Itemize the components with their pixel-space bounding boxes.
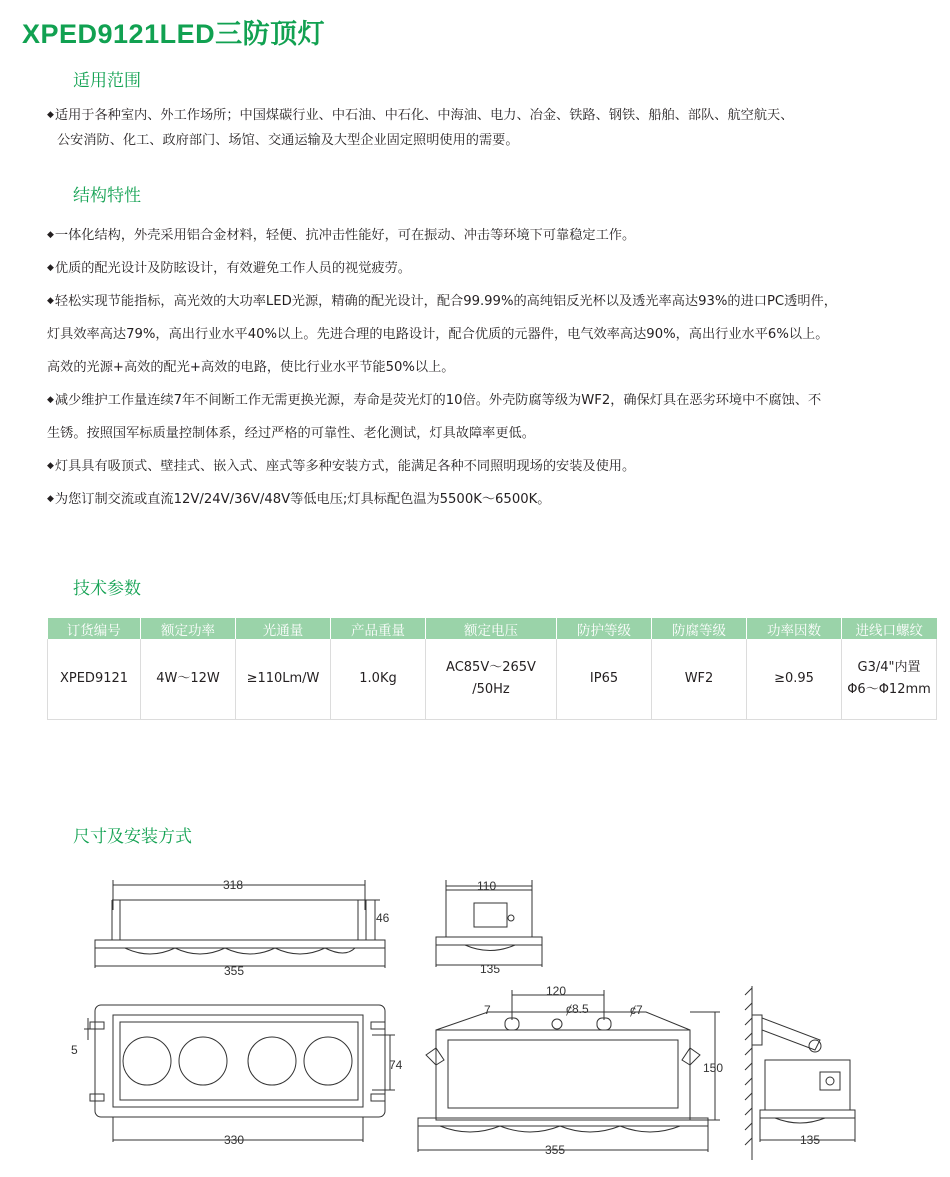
cell-power: 4W～12W	[141, 639, 236, 720]
specs-table	[47, 618, 937, 720]
cell-ip: IP65	[557, 639, 652, 720]
col-header: 额定电压	[426, 618, 557, 639]
page-title: XPED9121LED三防顶灯	[22, 19, 326, 49]
dim-7: 7	[484, 1003, 491, 1017]
cell-wf: WF2	[652, 639, 747, 720]
dim-355: 355	[224, 964, 245, 978]
front-view-drawing	[95, 880, 385, 968]
col-header: 产品重量	[331, 618, 426, 639]
usage-line-1: ◆适用于各种室内、外工作场所；中国煤碳行业、中石油、中石化、中海油、电力、冶金、铁路、钢铁、船舶、部队、航空航天、	[47, 108, 794, 123]
table-row	[48, 639, 937, 720]
dims-heading: 尺寸及安装方式	[73, 827, 192, 847]
side-view-drawing	[436, 880, 542, 967]
feature-1: ◆一体化结构，外壳采用铝合金材料，轻便、抗冲击性能好，可在振动、冲击等环境下可靠稳定工作。	[47, 228, 636, 243]
feature-3: ◆轻松实现节能指标，高光效的大功率LED光源，精确的配光设计，配合99.99%的高纯铝反光杯以及透光率高达93%的进口PC透明件，	[47, 294, 837, 309]
dim-135: 135	[480, 962, 501, 976]
features-text	[47, 219, 942, 516]
specs-heading: 技术参数	[73, 579, 141, 599]
dim-110: 110	[477, 879, 497, 893]
bullet-icon: ◆	[47, 395, 54, 405]
col-header: 防腐等级	[652, 618, 747, 639]
dim-355b: 355	[545, 1143, 566, 1157]
col-header: 额定功率	[141, 618, 236, 639]
dim-8-5: ȼ8.5	[566, 1002, 589, 1016]
col-header: 功率因数	[747, 618, 842, 639]
dim-120: 120	[546, 984, 567, 998]
bullet-icon: ◆	[47, 494, 54, 504]
dim-5: 5	[71, 1043, 78, 1057]
dim-74: 74	[389, 1058, 403, 1072]
top-view-drawing	[84, 1005, 395, 1142]
cell-pf: ≥0.95	[747, 639, 842, 720]
dim-150: 150	[703, 1061, 724, 1075]
cell-voltage: AC85V～265V /50Hz	[426, 639, 557, 720]
dimension-drawings	[0, 860, 950, 1177]
cell-weight: 1.0Kg	[331, 639, 426, 720]
features-heading: 结构特性	[73, 186, 141, 206]
feature-5: ◆灯具具有吸顶式、壁挂式、嵌入式、座式等多种安装方式，能满足各种不同照明现场的安装及使用。	[47, 459, 636, 474]
cell-flux: ≥110Lm/W	[236, 639, 331, 720]
table-header-row	[48, 618, 937, 639]
col-header: 订货编号	[48, 618, 141, 639]
dim-135b: 135	[800, 1133, 821, 1147]
col-header: 防护等级	[557, 618, 652, 639]
bullet-icon: ◆	[47, 110, 54, 120]
usage-line-2: 公安消防、化工、政府部门、场馆、交通运输及大型企业固定照明使用的需要。	[57, 133, 519, 148]
usage-text	[47, 99, 942, 157]
col-header: 光通量	[236, 618, 331, 639]
dim-7b: ȼ7	[630, 1003, 643, 1017]
feature-4: ◆减少维护工作量连续7年不间断工作无需更换光源，寿命是荧光灯的10倍。外壳防腐等级为WF2，确保灯具在恶劣环境中不腐蚀、不	[47, 393, 822, 408]
col-header: 进线口螺纹	[842, 618, 937, 639]
bullet-icon: ◆	[47, 296, 54, 306]
bullet-icon: ◆	[47, 461, 54, 471]
dim-46: 46	[376, 911, 390, 925]
feature-2: ◆优质的配光设计及防眩设计，有效避免工作人员的视觉疲劳。	[47, 261, 411, 276]
usage-heading: 适用范围	[73, 71, 141, 91]
cell-model: XPED9121	[48, 639, 141, 720]
dim-330: 330	[224, 1133, 245, 1147]
feature-3-cont2: 高效的光源+高效的配光+高效的电路，使比行业水平节能50%以上。	[47, 360, 455, 375]
feature-4-cont: 生锈。按照国军标质量控制体系，经过严格的可靠性、老化测试，灯具故障率更低。	[47, 426, 535, 441]
bullet-icon: ◆	[47, 263, 54, 273]
cell-thread: G3/4"内置 Φ6～Φ12mm	[842, 639, 937, 720]
feature-3-cont: 灯具效率高达79%，高出行业水平40%以上。先进合理的电路设计，配合优质的元器件，电气效率高达90%，高出行业水平6%以上。	[47, 327, 829, 342]
bullet-icon: ◆	[47, 230, 54, 240]
feature-6: ◆为您订制交流或直流12V/24V/36V/48V等低电压;灯具标配色温为5500K～6500K。	[47, 492, 551, 507]
dim-318: 318	[223, 878, 244, 892]
